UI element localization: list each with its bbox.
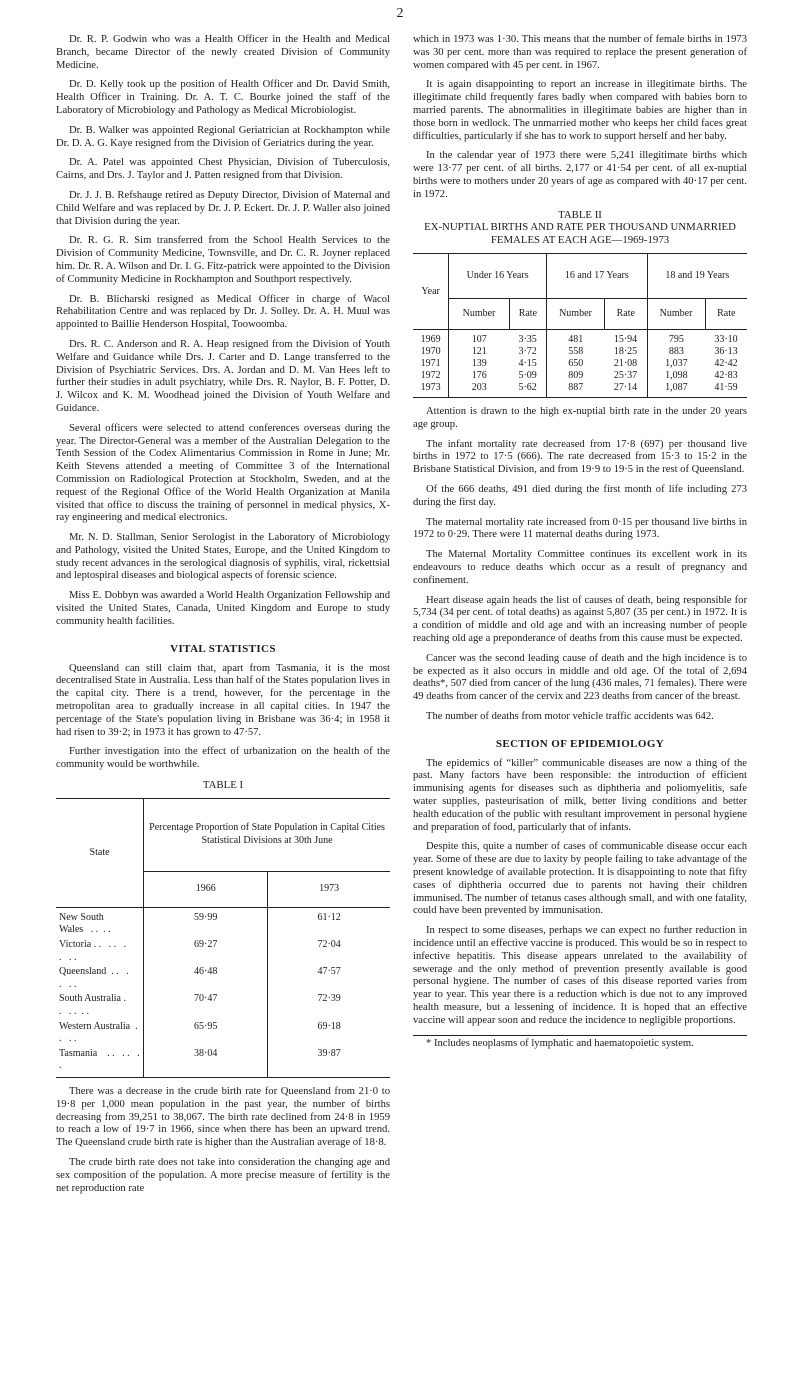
column-header-number: Number <box>449 298 509 329</box>
cell-1973: 72·39 <box>317 993 341 1005</box>
paragraph: Attention is drawn to the high ex-nuptial birth rate in the under 20 years age group. <box>413 405 747 430</box>
paragraph: Mr. N. D. Stallman, Senior Serologist in the Laboratory of Microbiology and Pathology, visited the United States, Europe, and the United Kingdom to study recent advances in the serological diagnosis of syphilis, viral, rickettsial and leptospiral diseases and biological aspects of forensic science. <box>56 532 390 582</box>
cell-rate: 18·25 <box>604 346 647 358</box>
cell-rate: 27·14 <box>604 382 647 398</box>
cell-state: Victoria . . . . . . . . <box>56 938 144 965</box>
cell-state: Queensland . . . . . . <box>56 965 144 992</box>
table-row <box>56 1047 390 1078</box>
paragraph: Several officers were selected to attend conferences overseas during the year. The Director-General was a member of the Australian Delegation to the Tenth Session of the Codex Alimentarius Commission in Rome in June; Mr. Keith Stevens attended a meeting of Committee 3 of the International Commission on Radiological Protection at Stockholm, Sweden, and at the request of the Regional Office of the World Health Organization at Manila visited that office to discuss the training of personnel in medical physics, X-ray engineering and medical electronics. <box>56 422 390 524</box>
column-header-1966: 1966 <box>144 871 268 907</box>
paragraph: Despite this, quite a number of cases of communicable disease occur each year. Some of these are due to laxity by people failing to take advantage of the present knowledge of available protection. It is disappointing to note that fifty cases of diphtheria occurred due to parents not having their children immunised. The number of tetanus cases although small, and with one fatality, could have been prevented by immunisation. <box>413 841 747 917</box>
paragraph: Dr. R. G. R. Sim transferred from the School Health Services to the Division of Community Medicine, Townsville, and Dr. C. R. Joyner replaced him. Dr. R. A. Wilson and Dr. I. G. Fitz-patrick were appointed to the Division of Community Medicine in Rockhampton and Southport respectively. <box>56 235 390 285</box>
table-row <box>413 358 747 370</box>
paragraph: Dr. J. J. B. Refshauge retired as Deputy Director, Division of Maternal and Child Welfare and was replaced by Dr. J. P. Eckert. Dr. J. P. Waller also joined that Division during the year. <box>56 189 390 227</box>
cell-number: 139 <box>471 357 487 369</box>
cell-state: Tasmania . . . . . . <box>56 1047 144 1078</box>
column-header-number: Number <box>547 298 605 329</box>
right-column <box>413 34 747 1057</box>
table-capital-city-population <box>56 798 390 1078</box>
cell-rate: 4·15 <box>509 358 546 370</box>
paragraph: Cancer was the second leading cause of death and the high incidence is to be expected as it also occurs in middle and old age. Of the total of 2,694 deaths*, 507 died from cancer of the lung (436 males, 71 females). There were 49 deaths from cancer of the cervix and 223 deaths from cancer of the breast. <box>413 652 747 703</box>
left-column <box>56 34 390 1202</box>
cell-number: 203 <box>471 381 487 393</box>
table-caption <box>56 779 390 792</box>
column-header-year: Year <box>413 253 449 329</box>
cell-number: 795 <box>668 333 684 345</box>
paragraph: Dr. B. Blicharski resigned as Medical Officer in charge of Wacol Rehabilitation Centre and was replaced by Dr. J. Solley. Dr. A. H. Muul was appointed to Baillie Henderson Hospital, Toowoomba. <box>56 293 390 331</box>
paragraph: Queensland can still claim that, apart from Tasmania, it is the most decentralised State in Australia. Less than half of the States population lives in the capital city. There is a trend, however, for the percentage in the metropolitan area to gradually increase in all capital cities. In 1947 the percentage of the State's population living in Brisbane was 36·4; in 1958 it had risen to 39·2; in 1973 it has grown to 47·57. <box>56 662 390 738</box>
table-caption <box>413 209 747 247</box>
table-row <box>413 370 747 382</box>
cell-number: 1,037 <box>665 357 688 369</box>
cell-rate: 36·13 <box>714 345 738 357</box>
table-subtitle: EX-NUPTIAL BIRTHS AND RATE PER THOUSAND UNMARRIED FEMALES AT EACH AGE—1969-1973 <box>424 221 736 247</box>
cell-number: 121 <box>471 345 487 357</box>
column-header-group: Under 16 Years <box>449 253 547 298</box>
cell-1966: 59·99 <box>144 907 268 938</box>
paragraph: It is again disappointing to report an increase in illegitimate births. The illegitimate child frequently fares badly when compared with babies born to married parents. The abnormalities in illegitimate babies are higher than in those born in wedlock. The unmarried mother who keeps her child faces great difficulties, particularly if she has to work to support herself and her baby. <box>413 79 747 142</box>
column-header-rate: Rate <box>509 298 546 329</box>
table-row <box>413 346 747 358</box>
cell-number: 176 <box>471 369 487 381</box>
cell-state: Western Australia . . . . <box>56 1020 144 1047</box>
column-header-1973: 1973 <box>268 871 390 907</box>
paragraph: The infant mortality rate decreased from 17·8 (697) per thousand live births in 1972 to 17·5 (666). The rate decreased from 15·3 to 15·2 in the Brisbane Statistical Division, and from 19·9 to 19·5 in the rest of Queensland. <box>413 438 747 476</box>
cell-1966: 69·27 <box>144 938 268 965</box>
paragraph: Drs. R. C. Anderson and R. A. Heap resigned from the Division of Youth Welfare and Guidance while Drs. J. Carter and D. Lange transferred to the Division of Psychiatric Services. Drs. A. Jordan and D. M. Van Hees left to further their studies in adult psychiatry, while Drs. R. Naylor, B. F. Potter, D. J. Wilcox and K. M. Woodhead joined the Division of Youth Welfare and Guidance. <box>56 338 390 414</box>
cell-number: 1,087 <box>665 381 688 393</box>
column-header-group: 16 and 17 Years <box>547 253 648 298</box>
paragraph: The Maternal Mortality Committee continues its excellent work in its endeavours to reduce deaths which occur as a result of pregnancy and confinement. <box>413 549 747 586</box>
table-row <box>56 965 390 992</box>
column-header-state: State <box>56 798 144 907</box>
paragraph: The number of deaths from motor vehicle traffic accidents was 642. <box>426 710 714 722</box>
section-heading-epidemiology: SECTION OF EPIDEMIOLOGY <box>495 737 665 750</box>
table-ex-nuptial-births <box>413 253 747 398</box>
cell-number: 650 <box>568 357 584 369</box>
column-header-number: Number <box>647 298 705 329</box>
paragraph: The crude birth rate does not take into consideration the changing age and sex composition of the population. A more precise measure of fertility is the net reproduction rate <box>56 1156 390 1194</box>
cell-number: 887 <box>568 381 584 393</box>
table-row <box>56 1020 390 1047</box>
cell-rate: 3·35 <box>509 329 546 346</box>
cell-year: 1970 <box>413 346 449 358</box>
paragraph: Dr. D. Kelly took up the position of Health Officer and Dr. David Smith, Health Officer in Training. Dr. A. T. C. Bourke joined the staff of the Laboratory of Microbiology and Pathology as Medical Microbiologist. <box>56 79 390 116</box>
cell-number: 1,098 <box>665 369 688 381</box>
cell-1973: 47·57 <box>317 966 341 978</box>
cell-number: 558 <box>568 345 584 357</box>
paragraph: Miss E. Dobbyn was awarded a World Health Organization Fellowship and visited the United States, Canada, United Kingdom and Europe to study community health facilities. <box>56 590 390 627</box>
cell-rate: 25·37 <box>604 370 647 382</box>
page-number: 2 <box>396 6 404 21</box>
cell-year: 1971 <box>413 358 449 370</box>
paragraph: In respect to some diseases, perhaps we can expect no further reduction in incidence until an effective vaccine is produced. This would be so in respect to infective hepatitis. This disease appears unrelated to the availability of sewerage and the only method of prevention presently available is good personal hygiene. The number of cases of this disease reported varies from year to year. This year there is a reduction which is due not to any improved health measure, but a lessening of incidence. It is hoped that an effective vaccine will appear soon and reduce the incidence to negligible proportions. <box>413 925 747 1026</box>
footnote-divider <box>413 1035 747 1036</box>
cell-state: New South Wales . . . . <box>56 907 144 938</box>
cell-number: 481 <box>568 333 584 345</box>
section-heading-vital-statistics: VITAL STATISTICS <box>170 642 276 655</box>
cell-1973: 39·87 <box>317 1047 341 1059</box>
paragraph: Heart disease again heads the list of causes of death, being responsible for 5,734 (34 per cent. of total deaths) as against 5,807 (35 per cent.) in 1972. It is a condition of middle and old age and with an increasing number of people reaching old age a preponderance of deaths from this cause must be expected. <box>413 594 747 644</box>
column-header-group: 18 and 19 Years <box>647 253 747 298</box>
cell-rate: 5·62 <box>509 382 546 398</box>
paragraph: The maternal mortality rate increased from 0·15 per thousand live births in 1972 to 0·29. There were 11 maternal deaths during 1973. <box>413 516 747 541</box>
cell-rate: 5·09 <box>509 370 546 382</box>
cell-year: 1973 <box>413 382 449 398</box>
cell-rate: 21·08 <box>604 358 647 370</box>
paragraph: Dr. A. Patel was appointed Chest Physician, Division of Tuberculosis, Cairns, and Drs. J. Taylor and J. Patten resigned from that Division. <box>56 157 390 182</box>
cell-number: 809 <box>568 369 584 381</box>
cell-1973: 72·04 <box>317 939 341 951</box>
paragraph: Further investigation into the effect of urbanization on the health of the community would be worthwhile. <box>56 746 390 771</box>
cell-rate: 42·83 <box>714 369 738 381</box>
cell-1966: 38·04 <box>144 1047 268 1078</box>
cell-year: 1969 <box>413 329 449 346</box>
table-row <box>413 382 747 398</box>
cell-1966: 46·48 <box>144 965 268 992</box>
cell-state: South Australia . . . . . . <box>56 992 144 1019</box>
cell-rate: 3·72 <box>509 346 546 358</box>
paragraph: which in 1973 was 1·30. This means that the number of female births in 1973 was 30 per cent. more than was required to replace the present generation of women compared with 45 per cent. in 1967. <box>413 34 747 71</box>
column-header-percentage: Percentage Proportion of State Population in Capital Cities Statistical Divisions at 30th June <box>144 798 390 871</box>
paragraph: Dr. B. Walker was appointed Regional Geriatrician at Rockhampton while Dr. D. A. G. Kaye resigned from the Division of Geriatrics during the year. <box>56 124 390 149</box>
table-row <box>413 329 747 346</box>
cell-1973: 69·18 <box>317 1020 341 1032</box>
cell-rate: 41·59 <box>714 381 738 393</box>
cell-rate: 42·42 <box>714 357 738 369</box>
column-header-rate: Rate <box>604 298 647 329</box>
cell-rate: 33·10 <box>714 333 738 345</box>
table-title: TABLE II <box>558 208 602 221</box>
column-header-rate: Rate <box>705 298 747 329</box>
cell-rate: 15·94 <box>604 329 647 346</box>
table-row <box>56 992 390 1019</box>
table-row <box>56 938 390 965</box>
cell-year: 1972 <box>413 370 449 382</box>
cell-1973: 61·12 <box>317 911 341 923</box>
footnote: * Includes neoplasms of lymphatic and haematopoietic system. <box>426 1037 694 1049</box>
paragraph: Dr. R. P. Godwin who was a Health Officer in the Health and Medical Branch, became Director of the newly created Division of Community Medicine. <box>56 34 390 71</box>
cell-1966: 70·47 <box>144 992 268 1019</box>
table-row <box>56 907 390 938</box>
paragraph: The epidemics of “killer” communicable diseases are now a thing of the past. Many factors have been responsible: the introduction of efficient immunising agents for diseases such as diphtheria and poliomyelitis, safe water supplies, pasteurisation of milk, better living conditions and better health education of the public with resultant improvement in personal hygiene and preparation of food, particularly that of infants. <box>413 757 747 833</box>
cell-number: 107 <box>471 333 487 345</box>
paragraph: Of the 666 deaths, 491 died during the first month of life including 273 during the first day. <box>413 483 747 508</box>
paragraph: There was a decrease in the crude birth rate for Queensland from 21·0 to 19·8 per 1,000 mean population in the past year, the number of births decreasing from 39,251 to 38,067. The birth rate declined from 24·8 in 1959 to reach a low of 19·7 in 1966, since when there has been an upward trend. The Queensland crude birth rate is higher than the Australian average of 18·8. <box>56 1085 390 1149</box>
cell-1966: 65·95 <box>144 1020 268 1047</box>
cell-number: 883 <box>668 345 684 357</box>
table-title: TABLE I <box>202 779 244 792</box>
paragraph: In the calendar year of 1973 there were 5,241 illegitimate births which were 13·77 per cent. of all births. 2,177 or 41·54 per cent. of all ex-nuptial births were to mothers under 20 years of age as compared with 40·17 per cent. in 1972. <box>413 150 747 200</box>
